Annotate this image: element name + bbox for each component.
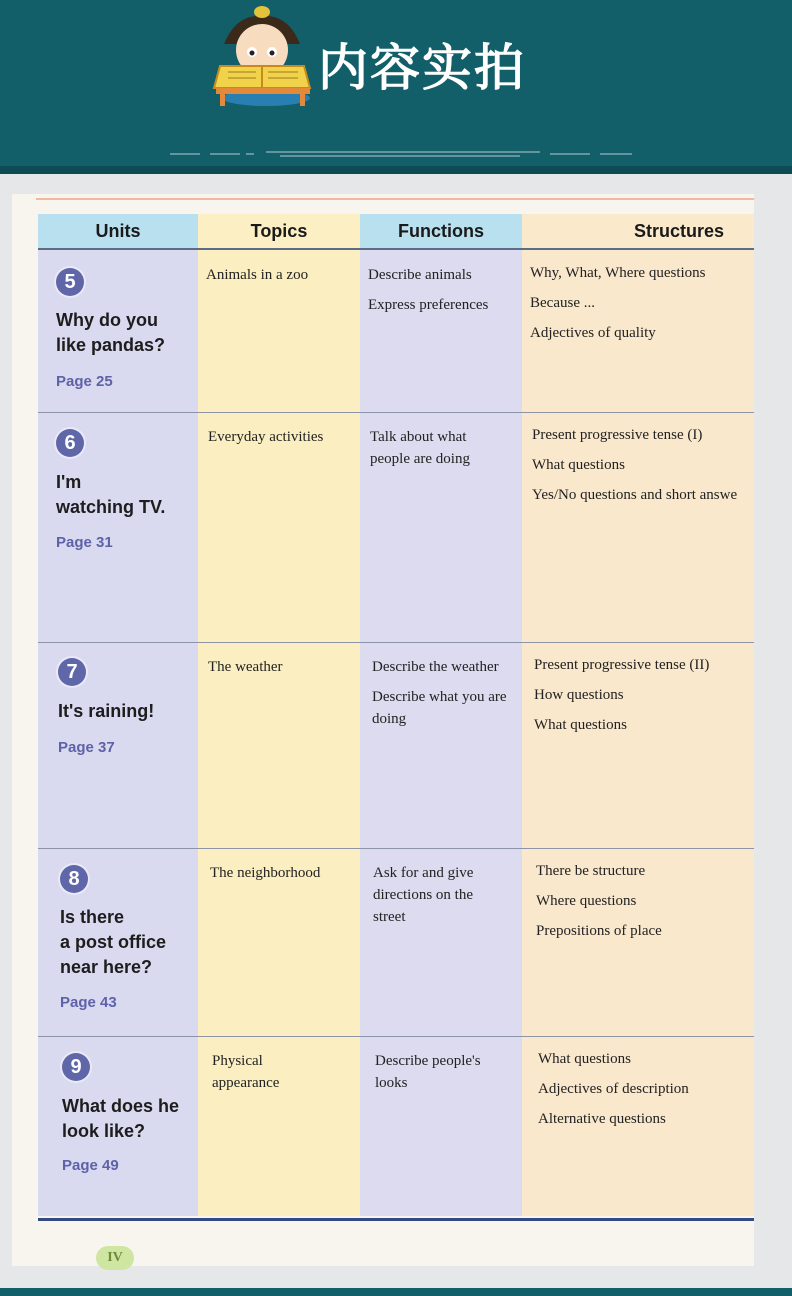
unit-page-ref: Page 43 (60, 994, 117, 1011)
bottom-bar (0, 1288, 792, 1296)
unit-number-badge: 6 (56, 429, 84, 457)
structures-cell (538, 1048, 760, 1138)
unit-title-line: Why do you (56, 310, 158, 330)
function-item: Express preferences (368, 297, 489, 313)
structure-item: Why, What, Where questions (530, 265, 706, 281)
structures-cell (534, 654, 756, 744)
unit-title-line: What does he (62, 1096, 180, 1116)
structures-cell (532, 424, 754, 514)
header-banner (0, 0, 792, 174)
structure-item: Present progressive tense (I) (532, 427, 703, 443)
functions-cell (368, 264, 518, 324)
structure-item: Where questions (536, 893, 637, 909)
unit-title-line: near here? (60, 957, 153, 977)
row-divider (38, 1036, 754, 1037)
structure-item: Alternative questions (538, 1111, 666, 1127)
structure-item: Yes/No questions and short answe (532, 487, 738, 503)
topic-item: The weather (208, 659, 283, 675)
unit-title-line: a post office (60, 932, 167, 952)
unit-page-ref: Page 25 (56, 373, 113, 390)
unit-title (56, 308, 186, 358)
structure-item: Adjectives of description (538, 1081, 689, 1097)
banner-bottom-strip (0, 166, 792, 174)
book-page (12, 194, 754, 1266)
topics-cell (206, 264, 356, 294)
unit-page-ref: Page 31 (56, 534, 113, 551)
structures-cell (530, 262, 752, 352)
function-item: Describe what you are doing (372, 689, 507, 727)
function-item: Ask for and give directions on the street (373, 865, 474, 925)
unit-page-ref: Page 37 (58, 739, 115, 756)
banner-title: 内容实拍 (318, 39, 526, 97)
functions-cell (370, 426, 490, 478)
structure-item: How questions (534, 687, 624, 703)
functions-cell (375, 1050, 495, 1102)
header-functions: Functions (360, 214, 522, 250)
topic-item: The neighborhood (210, 865, 321, 881)
unit-title (62, 1094, 192, 1144)
header-structures: Structures (522, 214, 754, 250)
function-item: Describe people's looks (375, 1053, 481, 1091)
unit-title (56, 470, 186, 520)
functions-cell (372, 656, 522, 738)
structure-item: There be structure (536, 863, 646, 879)
unit-title (58, 699, 188, 724)
unit-title (60, 905, 190, 980)
unit-title-line: I'm (56, 472, 82, 492)
function-item: Describe animals (368, 267, 472, 283)
header-topics: Topics (198, 214, 360, 250)
unit-title-line: watching TV. (56, 497, 166, 517)
unit-page-ref: Page 49 (62, 1157, 119, 1174)
structure-item: What questions (538, 1051, 631, 1067)
structure-item: Because ... (530, 295, 595, 311)
decorative-divider (170, 150, 632, 158)
topic-item: Everyday activities (208, 429, 324, 445)
page-number-badge: IV (96, 1246, 134, 1270)
structure-item: Present progressive tense (II) (534, 657, 710, 673)
functions-cell (373, 862, 493, 936)
unit-number-badge: 8 (60, 865, 88, 893)
structure-item: What questions (532, 457, 625, 473)
structure-item: What questions (534, 717, 627, 733)
unit-number-badge: 7 (58, 658, 86, 686)
row-divider (38, 848, 754, 849)
topics-cell (208, 426, 358, 456)
topics-cell (208, 656, 358, 686)
row-divider (38, 642, 754, 643)
structures-cell (536, 860, 758, 950)
structure-item: Prepositions of place (536, 923, 662, 939)
topics-cell (212, 1050, 312, 1102)
unit-title-line: like pandas? (56, 335, 166, 355)
unit-title-line: look like? (62, 1121, 146, 1141)
unit-number-badge: 5 (56, 268, 84, 296)
structure-item: Adjectives of quality (530, 325, 656, 341)
topics-cell (210, 862, 360, 892)
row-divider (38, 412, 754, 413)
unit-title-line: It's raining! (58, 701, 155, 721)
header-units: Units (38, 214, 198, 250)
function-item: Describe the weather (372, 659, 499, 675)
function-item: Talk about what people are doing (370, 429, 470, 467)
page-top-line (36, 198, 754, 200)
topic-item: Physical appearance (212, 1053, 280, 1091)
table-bottom-rule (38, 1218, 754, 1221)
unit-title-line: Is there (60, 907, 125, 927)
boy-reading-book-icon (206, 4, 318, 108)
unit-number-badge: 9 (62, 1053, 90, 1081)
topic-item: Animals in a zoo (206, 267, 309, 283)
